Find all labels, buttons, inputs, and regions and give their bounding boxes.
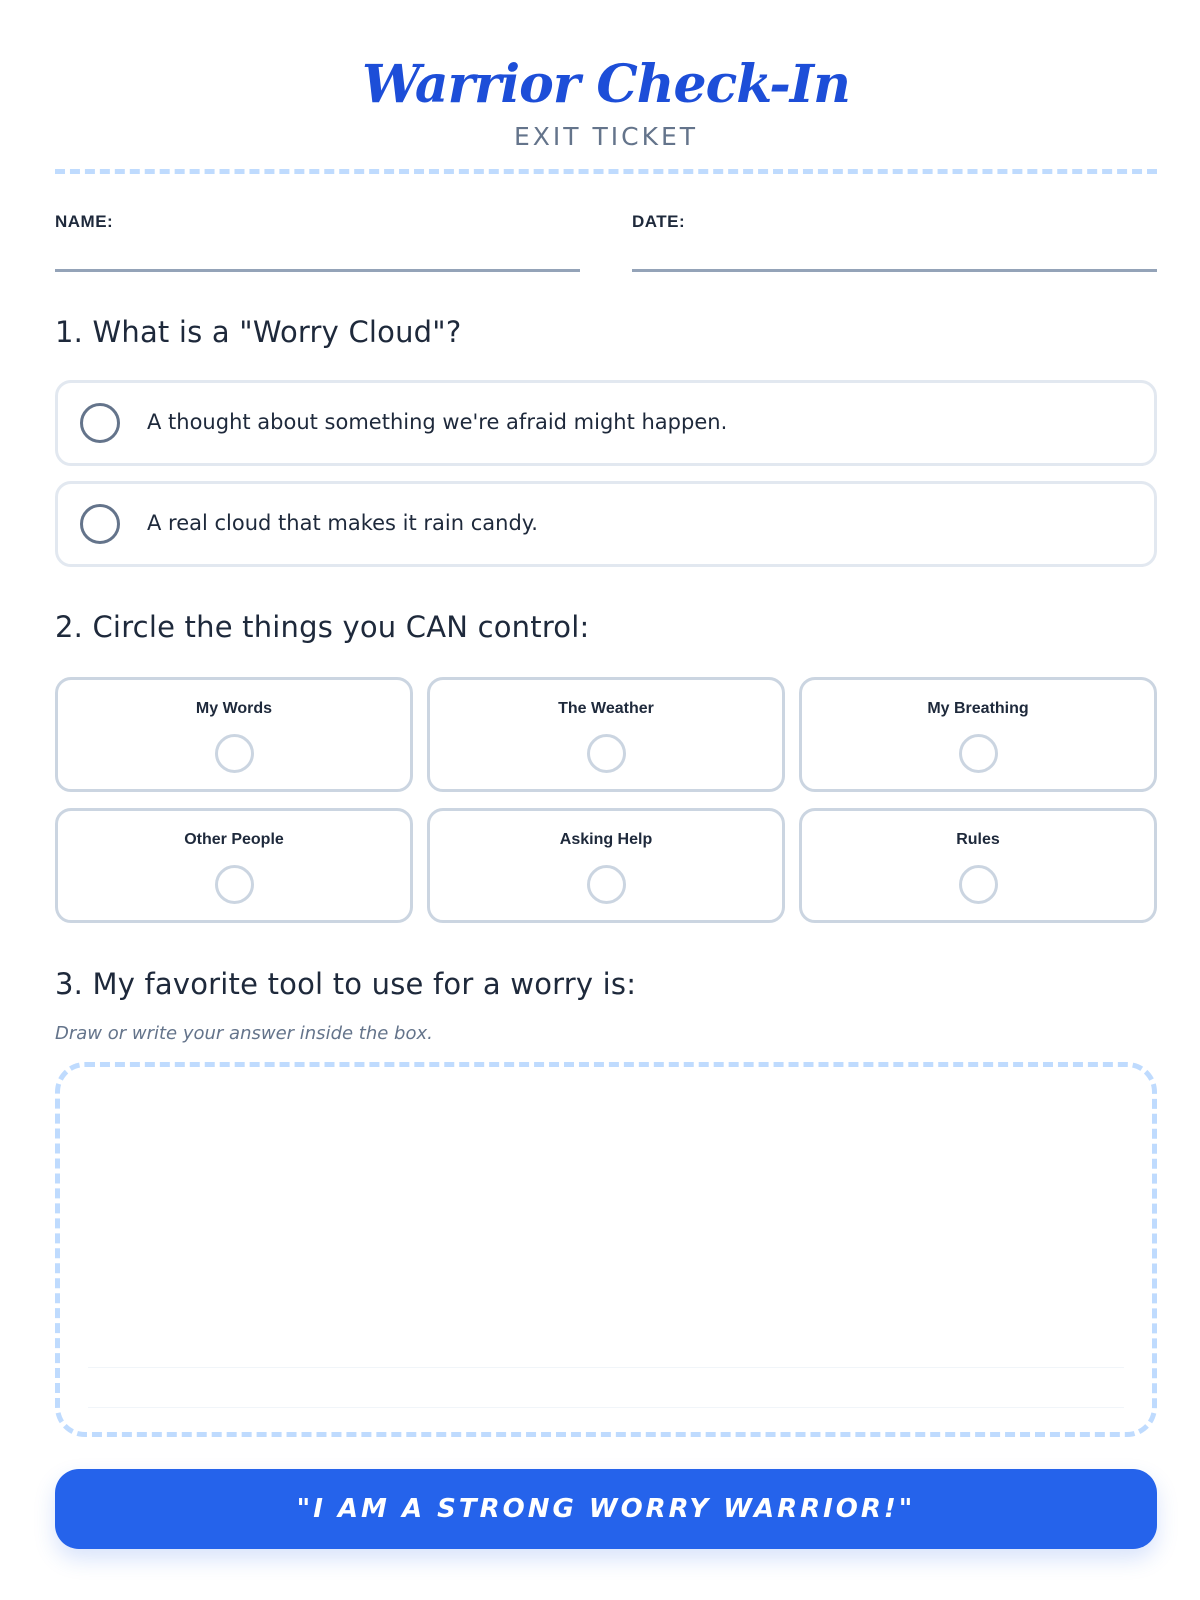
name-field[interactable] [55,212,580,232]
page-title: Warrior Check-In [362,54,850,115]
header-divider [55,169,1157,174]
question-1-heading: 1. What is a "Worry Cloud"? [55,315,462,349]
choice-circle[interactable] [215,734,254,773]
date-input-line[interactable] [632,269,1157,272]
control-choice-card[interactable] [427,677,785,792]
date-field[interactable] [632,212,1157,232]
name-input-line[interactable] [55,269,580,272]
choice-label: The Weather [558,700,654,717]
choice-circle[interactable] [587,734,626,773]
control-choice-card[interactable] [799,677,1157,792]
control-choice-card[interactable] [427,808,785,923]
question-3-hint: Draw or write your answer inside the box. [55,1023,433,1044]
control-choice-card[interactable] [55,677,413,792]
page-subtitle: EXIT TICKET [513,122,699,151]
choice-label: My Words [195,700,273,717]
motto-banner[interactable]: "I AM A STRONG WORRY WARRIOR!" [55,1469,1157,1549]
choice-label: Rules [956,831,1000,848]
choice-circle[interactable] [587,865,626,904]
name-label: NAME: [55,212,114,231]
choice-label: Asking Help [559,831,653,848]
radio-button[interactable] [80,504,120,544]
choice-circle[interactable] [215,865,254,904]
choice-circle[interactable] [959,865,998,904]
radio-button[interactable] [80,403,120,443]
question-1-option[interactable] [55,380,1157,466]
header [55,50,1157,154]
choice-circle[interactable] [959,734,998,773]
writing-line [88,1367,1124,1368]
question-3-heading: 3. My favorite tool to use for a worry is: [55,967,637,1001]
exit-ticket-page [55,0,1157,1600]
option-text: A real cloud that makes it rain candy. [147,511,538,535]
choice-label: My Breathing [927,700,1029,717]
question-1-option[interactable] [55,481,1157,567]
control-choice-card[interactable] [55,808,413,923]
date-label: DATE: [632,212,686,231]
writing-line [88,1407,1124,1408]
choice-label: Other People [184,831,284,848]
answer-drawing-box[interactable] [55,1062,1157,1437]
control-choice-card[interactable] [799,808,1157,923]
option-text: A thought about something we're afraid might happen. [147,410,728,434]
question-2-heading: 2. Circle the things you CAN control: [55,610,590,644]
